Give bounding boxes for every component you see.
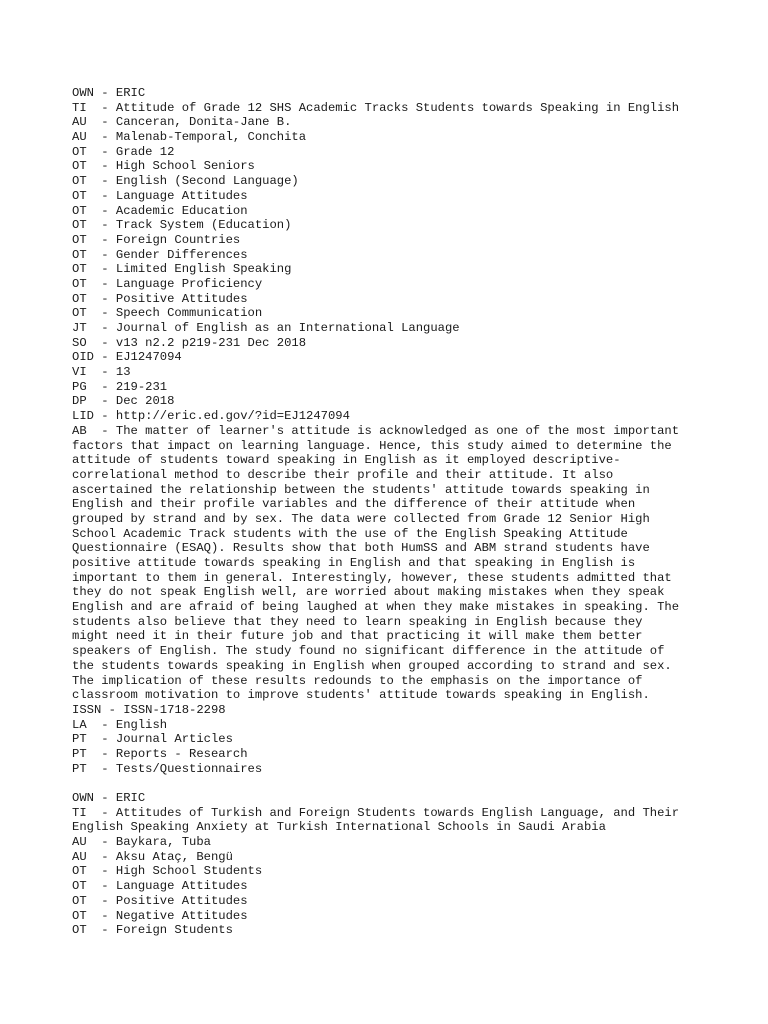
record-line: OT - Language Attitudes — [72, 879, 248, 894]
record-line: might need it in their future job and that practicing it will make them better — [72, 629, 643, 644]
record-line: TI - Attitudes of Turkish and Foreign Students towards English Language, and Their — [72, 805, 680, 820]
record-line: important to them in general. Interestingly, however, these students admitted that — [72, 570, 672, 585]
record-line: OT - High School Seniors — [72, 159, 255, 174]
record-line: OT - English (Second Language) — [72, 174, 299, 189]
record-line: PT - Journal Articles — [72, 732, 233, 747]
record-line: OT - High School Students — [72, 864, 263, 879]
record-line: AB - The matter of learner's attitude is acknowledged as one of the most important — [72, 423, 680, 438]
record-line: OWN - ERIC — [72, 86, 146, 100]
record-line: LID - http://eric.ed.gov/?id=EJ1247094 — [72, 409, 350, 424]
record-line: AU - Baykara, Tuba — [72, 835, 211, 850]
record-line: English Speaking Anxiety at Turkish International Schools in Saudi Arabia — [72, 820, 606, 835]
record-line: OT - Negative Attitudes — [72, 908, 248, 923]
record-line: DP - Dec 2018 — [72, 394, 175, 409]
record-line: OT - Grade 12 — [72, 144, 175, 159]
record-line: School Academic Track students with the use of the English Speaking Attitude — [72, 526, 628, 541]
record-line: English and their profile variables and the difference of their attitude when — [72, 497, 636, 512]
record-line: SO - v13 n2.2 p219-231 Dec 2018 — [72, 335, 307, 350]
record-line: PG - 219-231 — [72, 379, 168, 394]
record-line: ascertained the relationship between the students' attitude towards speaking in — [72, 482, 650, 497]
record-line: TI - Attitude of Grade 12 SHS Academic Tracks Students towards Speaking in English — [72, 100, 680, 115]
record-line: OWN - ERIC — [72, 791, 146, 805]
record-line: LA - English — [72, 717, 168, 732]
record-line: they do not speak English well, are worried about making mistakes when they speak — [72, 585, 665, 600]
document-page — [72, 86, 712, 938]
record-line: classroom motivation to improve students' attitude towards speaking in English. — [72, 688, 650, 703]
record-line: OT - Limited English Speaking — [72, 262, 292, 277]
record-line: OT - Language Attitudes — [72, 188, 248, 203]
record-line: The implication of these results redounds to the emphasis on the importance of — [72, 673, 643, 688]
record-line: the students towards speaking in English when grouped according to strand and sex. — [72, 658, 672, 673]
record-line: OT - Speech Communication — [72, 306, 263, 321]
record-line: positive attitude towards speaking in English and that speaking in English is — [72, 556, 636, 570]
record-line: OT - Positive Attitudes — [72, 291, 248, 306]
record-1 — [72, 86, 712, 776]
record-line: VI - 13 — [72, 365, 131, 380]
record-line: ISSN - ISSN-1718-2298 — [72, 702, 226, 717]
record-line: speakers of English. The study found no significant difference in the attitude of — [72, 644, 665, 659]
record-line: OT - Foreign Students — [72, 923, 233, 938]
record-line: OT - Academic Education — [72, 203, 248, 218]
record-line: OT - Gender Differences — [72, 247, 248, 262]
record-line: OT - Track System (Education) — [72, 218, 292, 233]
record-line: OT - Language Proficiency — [72, 276, 263, 291]
record-line: AU - Malenab-Temporal, Conchita — [72, 130, 307, 145]
record-line: PT - Tests/Questionnaires — [72, 761, 263, 776]
record-line: grouped by strand and by sex. The data were collected from Grade 12 Senior High — [72, 511, 650, 526]
record-line: AU - Canceran, Donita-Jane B. — [72, 115, 292, 130]
record-line: AU - Aksu Ataç, Bengü — [72, 849, 233, 864]
record-line: JT - Journal of English as an International Language — [72, 321, 460, 335]
record-line: correlational method to describe their profile and their attitude. It also — [72, 467, 614, 482]
record-line: students also believe that they need to learn speaking in English because they — [72, 614, 643, 629]
record-2 — [72, 791, 712, 938]
record-line: factors that impact on learning language. Hence, this study aimed to determine the — [72, 438, 672, 453]
record-line: PT - Reports - Research — [72, 746, 248, 761]
record-line: OID - EJ1247094 — [72, 350, 182, 365]
record-line: OT - Positive Attitudes — [72, 893, 248, 908]
record-line: Questionnaire (ESAQ). Results show that both HumSS and ABM strand students have — [72, 541, 650, 556]
record-line: attitude of students toward speaking in English as it employed descriptive- — [72, 453, 621, 468]
record-line: OT - Foreign Countries — [72, 232, 241, 247]
record-line: English and are afraid of being laughed at when they make mistakes in speaking. The — [72, 600, 680, 615]
